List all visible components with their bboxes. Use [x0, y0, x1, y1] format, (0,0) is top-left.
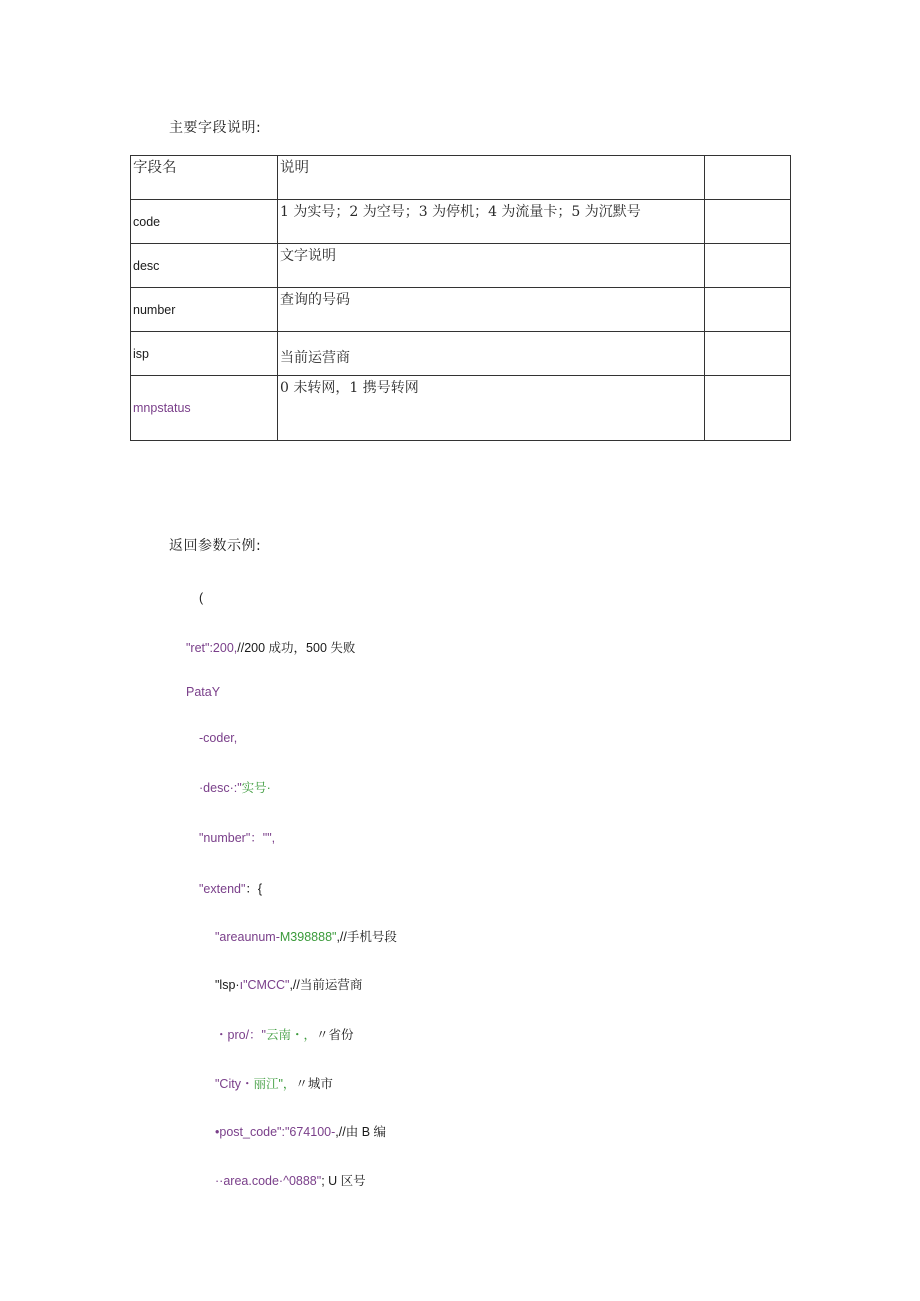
- field-description: 当前运营商: [278, 332, 705, 376]
- field-name: code: [131, 200, 278, 244]
- code-comment: ; U 区号: [321, 1174, 366, 1188]
- field-name: number: [131, 288, 278, 332]
- code-line: [199, 828, 275, 846]
- code-line: [199, 778, 271, 796]
- code-comment: //200 成功，500 失败: [237, 641, 356, 655]
- code-key: •post_code":"674100-: [215, 1125, 336, 1139]
- table-row: [131, 200, 791, 244]
- code-brace: ：{: [245, 882, 263, 896]
- code-key: PataY: [186, 685, 221, 699]
- header-extra: [705, 156, 791, 200]
- code-key: ・pro/：": [215, 1028, 266, 1042]
- field-extra: [705, 376, 791, 441]
- code-line: [215, 927, 397, 945]
- field-extra: [705, 288, 791, 332]
- code-value: M398888": [279, 930, 337, 944]
- code-key: "areaunum-: [215, 930, 280, 944]
- field-description: 查询的号码: [278, 288, 705, 332]
- field-description: 文字说明: [278, 244, 705, 288]
- field-name: isp: [131, 332, 278, 376]
- code-line: [215, 1074, 333, 1092]
- code-key: ··area.code·^0888": [215, 1174, 322, 1188]
- table-row: [131, 376, 791, 441]
- code-line: [199, 879, 262, 897]
- code-line: [186, 685, 220, 699]
- section-heading-example: 返回参数示例:: [169, 538, 262, 554]
- field-extra: [705, 200, 791, 244]
- field-name: desc: [131, 244, 278, 288]
- header-description: 说明: [278, 156, 705, 200]
- code-key: "City・: [215, 1077, 254, 1091]
- code-line: [186, 638, 355, 656]
- table-row: [131, 288, 791, 332]
- code-value: 实号·: [241, 781, 271, 795]
- table-header-row: [131, 156, 791, 200]
- code-key: "ret":200,: [186, 641, 238, 655]
- code-line: [199, 591, 203, 605]
- field-description: 0 未转网，1 携号转网: [278, 376, 705, 441]
- code-key: "number"："",: [199, 831, 276, 845]
- code-line: [215, 1122, 386, 1140]
- code-value: 丽江"，: [253, 1077, 296, 1091]
- section-heading-fields: 主要字段说明:: [169, 120, 262, 136]
- field-description: 1 为实号；2 为空号；3 为停机；4 为流量卡；5 为沉默号: [278, 200, 705, 244]
- field-extra: [705, 332, 791, 376]
- code-comment: ,//手机号段: [336, 930, 397, 944]
- code-key: "extend": [199, 882, 246, 896]
- code-line: [199, 731, 237, 745]
- code-line: [215, 1025, 354, 1043]
- code-key: -coder,: [199, 731, 238, 745]
- fields-table: [130, 155, 791, 441]
- table-row: [131, 332, 791, 376]
- code-key: "lsp·: [215, 978, 240, 992]
- field-name: mnpstatus: [131, 376, 278, 441]
- code-comment: 〃城市: [295, 1077, 333, 1091]
- code-value: ı"CMCC": [239, 978, 290, 992]
- field-extra: [705, 244, 791, 288]
- code-line: [215, 1171, 366, 1189]
- code-comment: ,//由 B 编: [335, 1125, 386, 1139]
- code-text: (: [199, 591, 204, 605]
- code-line: [215, 975, 362, 993]
- code-comment: 〃省份: [316, 1028, 354, 1042]
- table-row: [131, 244, 791, 288]
- code-comment: ,//当前运营商: [289, 978, 363, 992]
- code-value: 云南・，: [265, 1028, 316, 1042]
- code-key: ·desc·:": [199, 781, 242, 795]
- header-field-name: 字段名: [131, 156, 278, 200]
